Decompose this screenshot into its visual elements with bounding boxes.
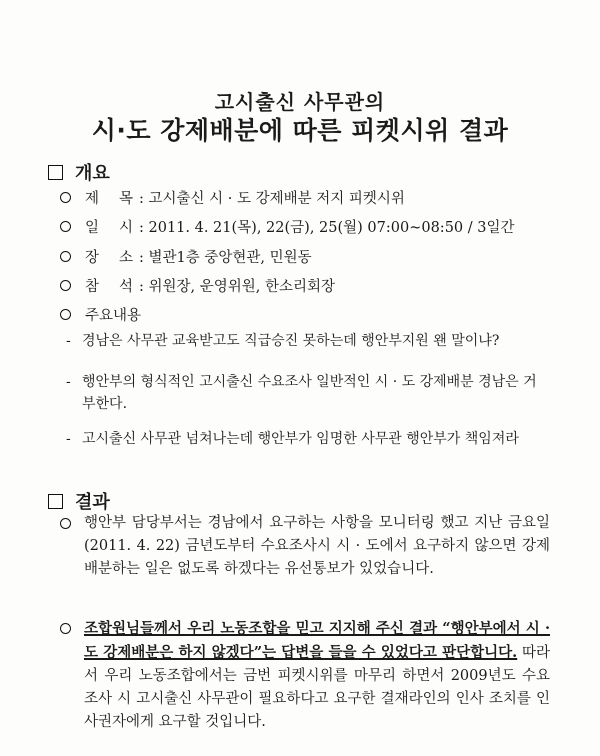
result-heading-text: 결과 [75, 492, 110, 513]
result-heading [48, 488, 110, 514]
result-paragraph-text [60, 617, 550, 734]
main-point [66, 371, 546, 415]
circle-bullet-icon [60, 221, 71, 232]
overview-heading-text: 개요 [75, 163, 110, 184]
item-value: : 2011. 4. 21(목), 22(금), 25(월) 07:00~08:50 / 3일간 [139, 220, 515, 236]
item-label: 참 [85, 279, 100, 295]
item-label: 시 [118, 220, 133, 236]
main-point [66, 428, 546, 450]
item-label: 목 [118, 191, 133, 207]
circle-bullet-icon [60, 623, 71, 634]
item-label: 장 [85, 250, 100, 266]
main-point-text: 행안부의 형식적인 고시출신 수요조사 일반적인 시 · 도 강제배분 경남은 거부한다. [82, 374, 537, 412]
item-label: 석 [118, 279, 133, 295]
checkbox-square-icon [48, 165, 63, 180]
item-label: 소 [118, 250, 133, 266]
checkbox-square-icon [48, 494, 63, 509]
dash-bullet-icon: - [66, 431, 71, 447]
circle-bullet-icon [60, 251, 71, 262]
main-point-text: 고시출신 사무관 넘쳐나는데 행안부가 임명한 사무관 행안부가 책임져라 [82, 431, 519, 447]
item-value: : 위원장, 운영위원, 한소리회장 [139, 279, 336, 295]
item-label: 일 [85, 220, 100, 236]
overview-heading [48, 159, 110, 185]
overview-item-place [60, 246, 312, 267]
result-paragraph-2 [60, 617, 550, 734]
overview-item-date [60, 216, 514, 237]
circle-bullet-icon [60, 280, 71, 291]
dash-bullet-icon: - [66, 333, 71, 349]
result-paragraph-text: 행안부 담당부서는 경남에서 요구하는 사항을 모니터링 했고 지난 금요일(2011. 4. 22) 금년도부터 수요조사시 시 · 도에서 요구하지 않으면 강제배분하는 일은 없도록 하겠다는 유선통보가 있었습니다. [84, 515, 550, 577]
result-paragraph-1 [60, 512, 550, 581]
circle-bullet-icon [60, 518, 71, 529]
overview-main-heading [60, 304, 141, 325]
main-point [66, 330, 546, 352]
item-label: 제 [85, 191, 100, 207]
item-value: : 별관1층 중앙현관, 민원동 [139, 250, 312, 266]
overview-item-title [60, 187, 405, 208]
title-line-2: 시·도 강제배분에 따른 피켓시위 결과 [91, 116, 509, 145]
emphasized-text: 조합원님들께서 우리 노동조합을 믿고 지지해 주신 결과 “행안부에서 시 · 도 강제배분은 하지 않겠다”는 답변을 들을 수 있었다고 판단합니다. [84, 620, 550, 661]
circle-bullet-icon [60, 309, 71, 320]
title-line-1: 고시출신 사무관의 [214, 90, 386, 114]
circle-bullet-icon [60, 192, 71, 203]
main-heading-text: 주요내용 [85, 308, 142, 324]
result-paragraph-rest: 따라서 우리 노동조합에서는 금번 피켓시위를 마무리 하면서 2009년도 수요 조사 시 고시출신 사무관이 필요하다고 요구한 결재라인의 인사 조치를 인사권자에게 요구할 것입니다. [84, 645, 550, 730]
main-point-text: 경남은 사무관 교육받고도 직급승진 못하는데 행안부지원 왠 말이냐? [82, 333, 500, 349]
dash-bullet-icon: - [66, 374, 71, 390]
item-value: : 고시출신 시 · 도 강제배분 저지 피켓시위 [139, 191, 405, 207]
overview-item-attendees [60, 275, 335, 296]
